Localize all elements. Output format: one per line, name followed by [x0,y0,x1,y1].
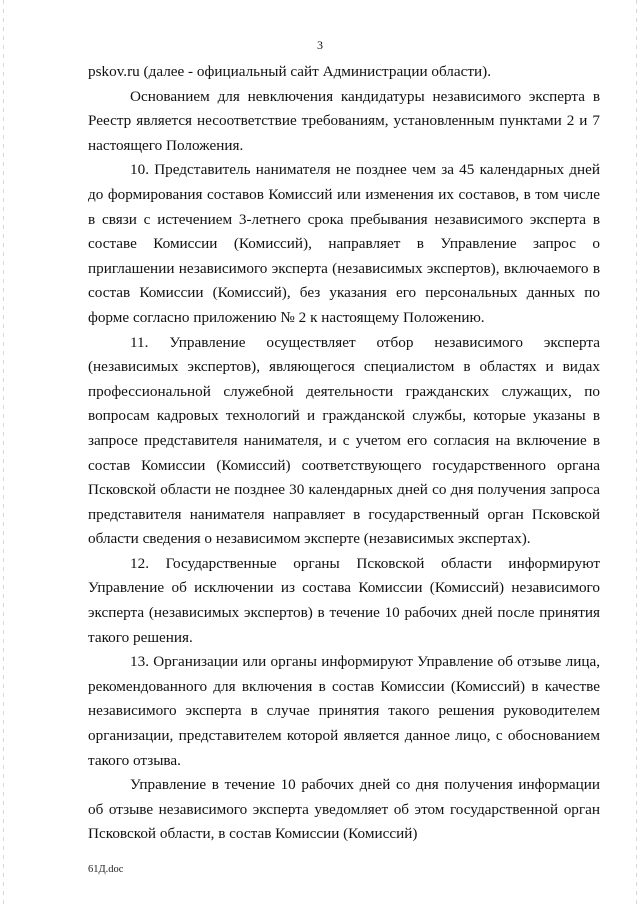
page-number: 3 [317,38,323,52]
paragraph-continuation: pskov.ru (далее - официальный сайт Администрации области). [88,63,491,80]
paragraph-11: 11. Управление осуществляет отбор независимого эксперта (независимых экспертов), являющегося специалистом в областях и видах профессиональной служебной деятельности гражданских служащих, по вопросам кадровых технологий и гражданской службы, которые указаны в запросе представителя нанимателя, и с учетом его согласия на включение в состав Комиссии (Комиссий) соответствующего государственного органа Псковской области не позднее 30 календарных дней со дня получения запроса представителя нанимателя направляет в государственный орган Псковской области сведения о независимом эксперте (независимых экспертах). [88,333,600,548]
paragraph-grounds: Основанием для невключения кандидатуры независимого эксперта в Реестр является несоответствие требованиям, установленным пунктами 2 и 7 настоящего Положения. [88,87,600,154]
document-body [88,60,600,847]
paragraph-12: 12. Государственные органы Псковской области информируют Управление об исключении из состава Комиссии (Комиссий) независимого эксперта (независимых экспертов) в течение 10 рабочих дней после принятия такого решения. [88,554,600,646]
paragraph-notification: Управление в течение 10 рабочих дней со дня получения информации об отзыве независимого эксперта уведомляет об этом государственной орган Псковской области, в состав Комиссии (Комиссий) [88,776,600,843]
scan-edge-right [636,0,637,905]
paragraph-13: 13. Организации или органы информируют Управление об отзыве лица, рекомендованного для включения в состав Комиссии (Комиссий) в качестве независимого эксперта в случае принятия такого решения руководителем организации, представителем которой является данное лицо, с обоснованием такого отзыва. [88,653,600,769]
paragraph-10: 10. Представитель нанимателя не позднее чем за 45 календарных дней до формирования составов Комиссий или изменения их составов, в том числе в связи с истечением 3-летнего срока пребывания независимого эксперта в составе Комиссии (Комиссий), направляет в Управление запрос о приглашении независимого эксперта (независимых экспертов), включаемого в состав Комиссии (Комиссий), без указания его персональных данных по форме согласно приложению № 2 к настоящему Положению. [88,161,600,326]
scan-edge-left [3,0,4,905]
footer-filename: 61Д.doc [88,864,124,875]
